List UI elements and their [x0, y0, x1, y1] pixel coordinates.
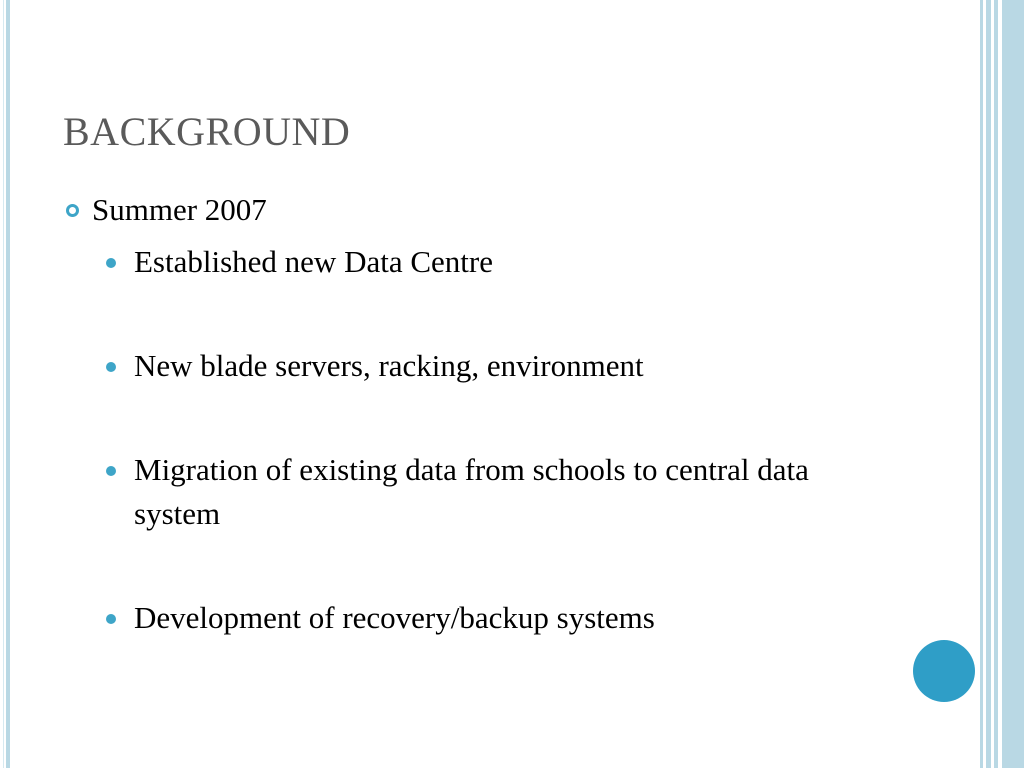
- right-decor-band: [976, 0, 1024, 768]
- slide-content: [62, 190, 942, 640]
- bullet-level2: [62, 240, 942, 284]
- left-decor-stripe: [6, 0, 10, 768]
- dot-bullet-icon: [106, 258, 116, 268]
- right-decor-stripe: [1002, 0, 1024, 768]
- dot-bullet-icon: [106, 362, 116, 372]
- slide-title: BACKGROUND: [63, 109, 351, 154]
- right-decor-stripe: [980, 0, 983, 768]
- right-decor-stripe: [994, 0, 998, 768]
- bullet-text: New blade servers, racking, environment: [134, 348, 644, 383]
- bullet-level2: [62, 448, 894, 536]
- ring-bullet-icon: [66, 204, 79, 217]
- left-decor-stripe-thin: [3, 0, 4, 768]
- bullet-level1: [62, 190, 942, 230]
- bullet-text: Established new Data Centre: [134, 244, 493, 279]
- bullet-level2: [62, 596, 942, 640]
- bullet-text: Migration of existing data from schools to central data system: [134, 452, 809, 531]
- bullet-text: Development of recovery/backup systems: [134, 600, 655, 635]
- dot-bullet-icon: [106, 466, 116, 476]
- bullet-text: Summer 2007: [92, 192, 267, 227]
- bullet-level2: [62, 344, 942, 388]
- dot-bullet-icon: [106, 614, 116, 624]
- decor-circle: [913, 640, 975, 702]
- right-decor-stripe: [986, 0, 991, 768]
